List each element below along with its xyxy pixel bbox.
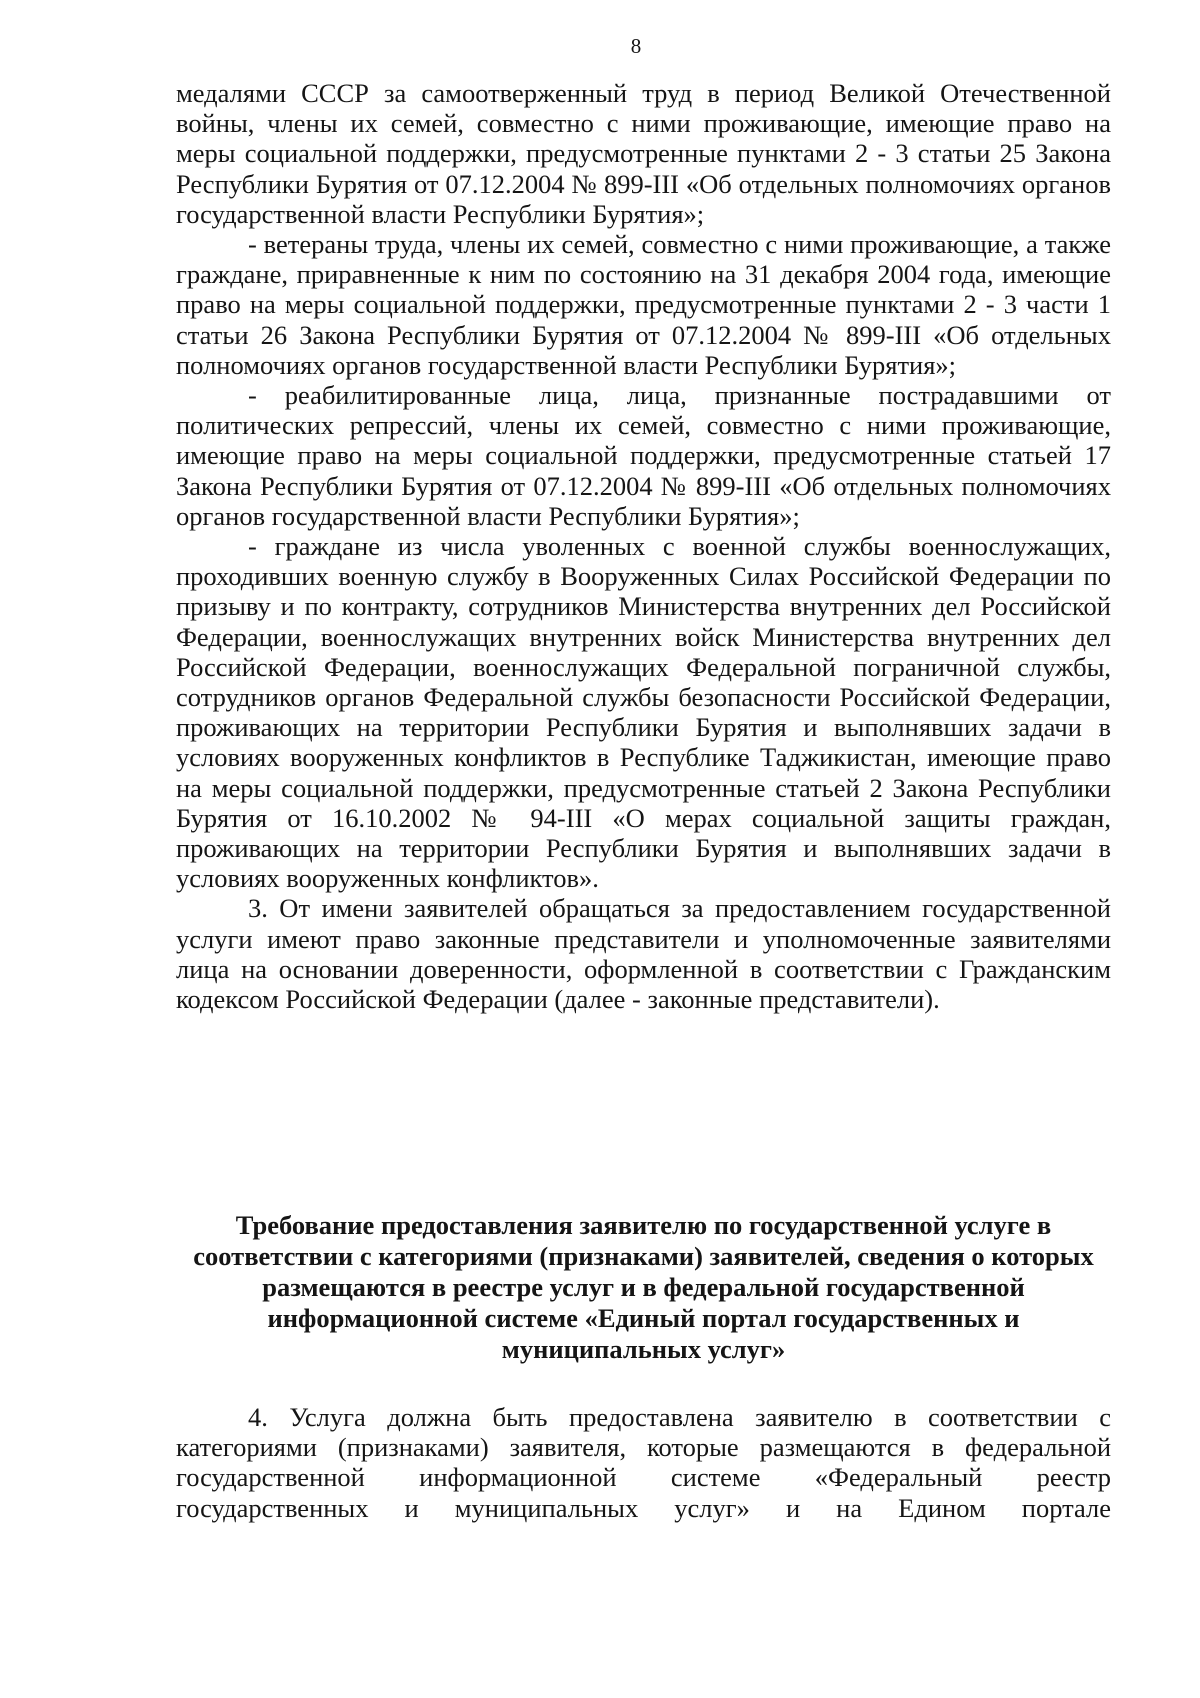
body-text (176, 78, 1111, 1014)
page-number: 8 (630, 34, 642, 58)
section-heading: Требование предоставления заявителю по государственной услуге в соответствии с категориями (признаками) заявителей, сведения о которых размещаются в реестре услуг и в федеральной государственной информационной системе «Единый портал государственных и муниципальных услуг» (193, 1210, 1094, 1364)
paragraph-labor-veterans: - ветераны труда, члены их семей, совместно с ними проживающие, а также граждане, приравненные к ним по состоянию на 31 декабря 2004 года, имеющие право на меры социальной поддержки, предусмотренные пунктами 2 - 3 части 1 статьи 26 Закона Республики Бурятия от 07.12.2004 № 899-III «Об отдельных полномочиях органов государственной власти Республики Бурятия»; (176, 229, 1111, 380)
paragraph-rehabilitated: - реабилитированные лица, лица, признанные пострадавшими от политических репрессий, члены их семей, совместно с ними проживающие, имеющие право на меры социальной поддержки, предусмотренные статьей 17 Закона Республики Бурятия от 07.12.2004 № 899-III «Об отдельных полномочиях органов государственной власти Республики Бурятия»; (176, 380, 1111, 531)
paragraph-military: - граждане из числа уволенных с военной службы военнослужащих, проходивших военную службу в Вооруженных Силах Российской Федерации по призыву и по контракту, сотрудников Министерства внутренних дел Российской Федерации, военнослужащих внутренних войск Министерства внутренних дел Российской Федерации, военнослужащих Федеральной пограничной службы, сотрудников органов Федеральной службы безопасности Российской Федерации, проживающих на территории Республики Бурятия и выполнявших задачи в условиях вооруженных конфликтов в Республике Таджикистан, имеющие право на меры социальной поддержки, предусмотренные статьей 2 Закона Республики Бурятия от 16.10.2002 № 94-III «О мерах социальной защиты граждан, проживающих на территории Республики Бурятия и выполнявших задачи в условиях вооруженных конфликтов». (176, 531, 1111, 894)
paragraph-medal-holders: медалями СССР за самоотверженный труд в период Великой Отечественной войны, члены их семей, совместно с ними проживающие, имеющие право на меры социальной поддержки, предусмотренные пунктами 2 - 3 статьи 25 Закона Республики Бурятия от 07.12.2004 № 899-III «Об отдельных полномочиях органов государственной власти Республики Бурятия»; (176, 78, 1111, 229)
paragraph-item-3: 3. От имени заявителей обращаться за предоставлением государственной услуги имеют право законные представители и уполномоченные заявителями лица на основании доверенности, оформленной в соответствии с Гражданским кодексом Российской Федерации (далее - законные представители). (176, 893, 1111, 1015)
section-text (176, 1402, 1111, 1523)
paragraph-item-4: 4. Услуга должна быть предоставлена заявителю в соответствии с категориями (признаками) заявителя, которые размещаются в федеральной государственной информационной системе «Федеральный реестр государственных и муниципальных услуг» и на Едином портале (176, 1402, 1111, 1523)
